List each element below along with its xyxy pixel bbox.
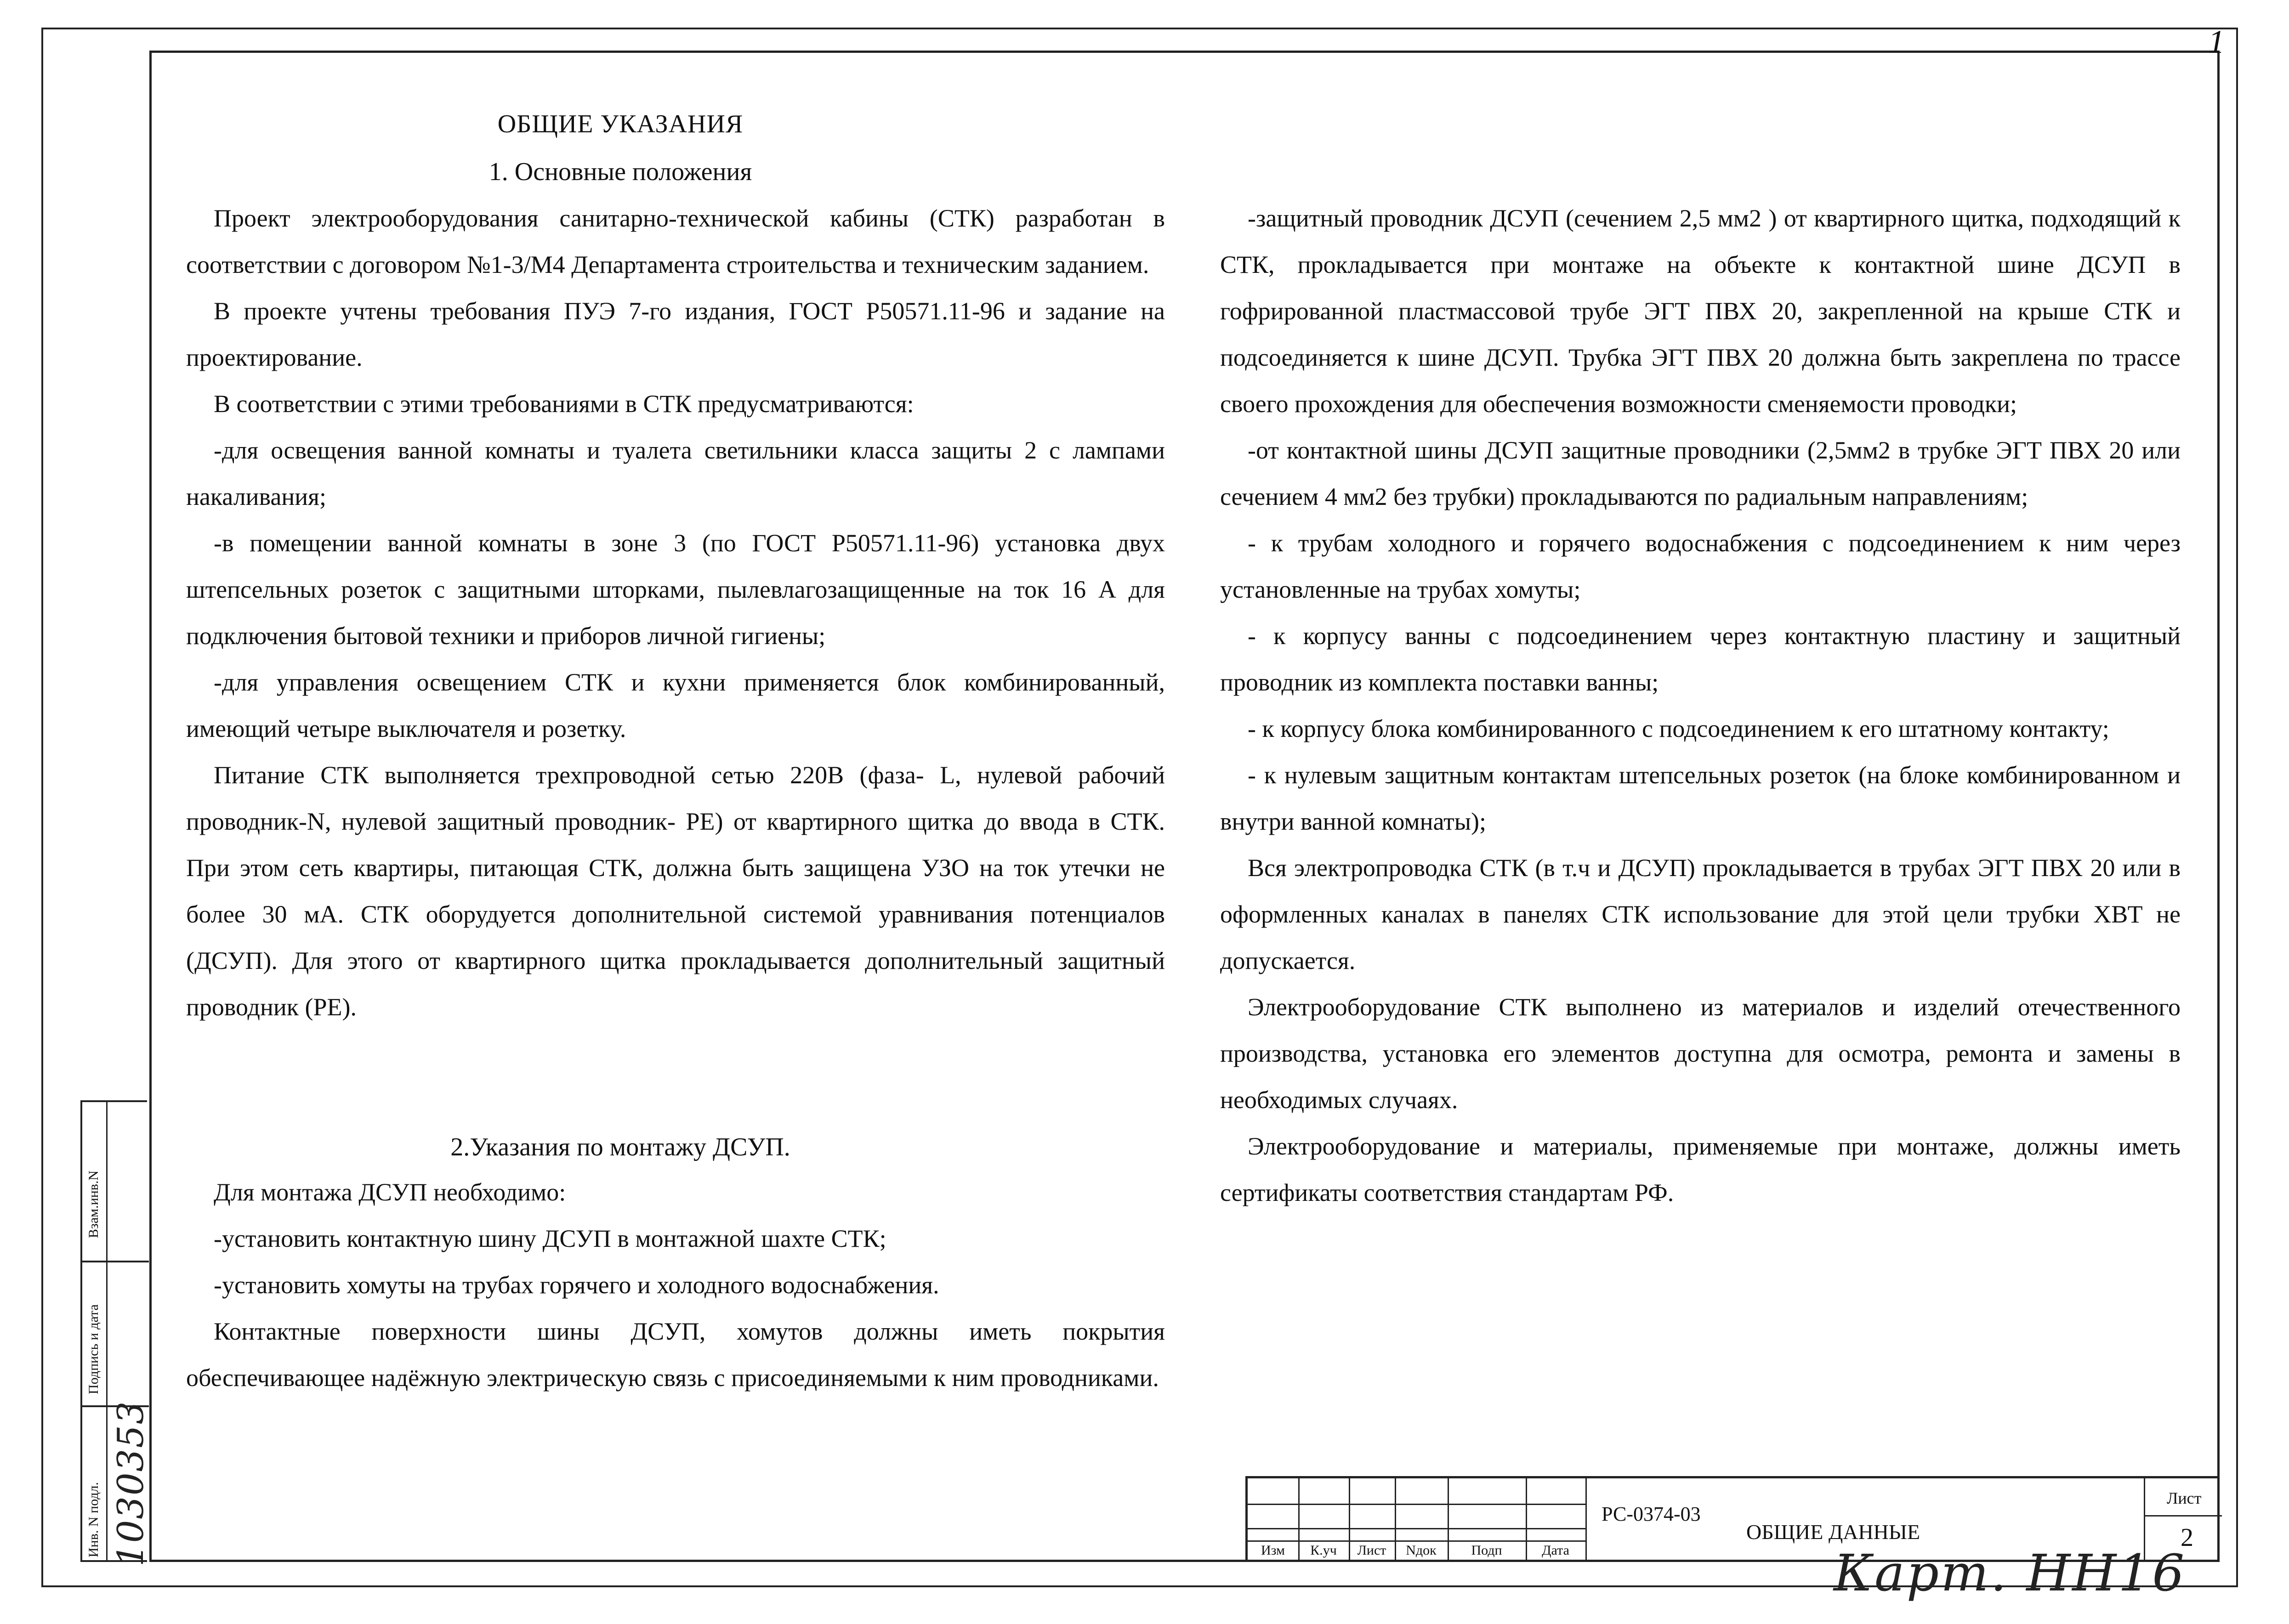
paragraph: В соответствии с этими требованиями в СТК предусматриваются: (214, 390, 914, 418)
paragraph: Электрооборудование СТК выполнено из материалов и изделий отечественного производства, установка его элементов доступна для осмотра, ремонта и замены в необходимых случаях. (1220, 993, 2181, 1114)
section-1-title: 1. Основные положения (488, 158, 752, 186)
paragraph: В проекте учтены требования ПУЭ 7-го издания, ГОСТ Р50571.11-96 и задание на проектирование. (186, 297, 1165, 371)
left-column (186, 195, 1165, 1030)
paragraph: - к корпусу блока комбинированного с подсоединением к его штатному контакту; (1248, 715, 2109, 742)
tb-col-change: Изм (1261, 1543, 1285, 1558)
paragraph: - к корпусу ванны с подсоединением через контактную пластину и защитный проводник из комплекта поставки ванны; (1220, 622, 2181, 696)
section-2-body (186, 1169, 1165, 1401)
paragraph: Электрооборудование и материалы, применяемые при монтаже, должны иметь сертификаты соответствия стандартам РФ. (1220, 1132, 2181, 1206)
tb-divider (2144, 1515, 2222, 1516)
document-title: ОБЩИЕ ДАННЫЕ (1746, 1520, 1920, 1544)
stamp-divider (82, 1261, 149, 1262)
corner-sheet-mark: 1 (2208, 23, 2225, 60)
paragraph: -для управления освещением СТК и кухни применяется блок комбинированный, имеющий четыре выключателя и розетку. (186, 668, 1165, 742)
paragraph: -защитный проводник ДСУП (сечением 2,5 мм2 ) от квартирного щитка, подходящий к СТК, прокладывается при монтаже на объекте к контактной шине ДСУП в гофрированной пластмассовой трубе ЭГТ ПВХ 20, закрепленной на крыше СТК и подсоединяется к шине ДСУП. Трубка ЭГТ ПВХ 20 должна быть закреплена по трассе своего прохождения для обеспечения возможности сменяемости проводки; (1220, 204, 2181, 418)
paragraph: Вся электропроводка СТК (в т.ч и ДСУП) прокладывается в трубах ЭГТ ПВХ 20 или в оформленных каналах в панелях СТК использование для этой цели трубки ХВТ не допускается. (1220, 854, 2181, 974)
paragraph: Для монтажа ДСУП необходимо: (214, 1178, 566, 1206)
paragraph: Проект электрооборудования санитарно-технической кабины (СТК) разработан в соответствии с договором №1-3/М4 Департамента строительства и техническим заданием. (186, 204, 1165, 278)
paragraph: Контактные поверхности шины ДСУП, хомутов должны иметь покрытия обеспечивающее надёжную электрическую связь с присоединяемыми к ним проводниками. (186, 1318, 1165, 1392)
stamp-divider (106, 1102, 108, 1560)
document-heading: ОБЩИЕ УКАЗАНИЯ (497, 110, 744, 138)
stamp-label-replaced-inv: Взам.инв.N (86, 1170, 101, 1238)
paragraph: - к трубам холодного и горячего водоснабжения с подсоединением к ним через установленные на трубах хомуты; (1220, 529, 2181, 603)
tb-col-doc: Nдок (1406, 1543, 1437, 1558)
document-code: РС-0374-03 (1602, 1503, 1701, 1525)
handwritten-archive-number: Карт. НН16 (1834, 1544, 2187, 1602)
stamp-label-signature-date: Подпись и дата (86, 1304, 101, 1394)
tb-divider (1248, 1528, 1585, 1529)
paragraph: -для освещения ванной комнаты и туалета светильники класса защиты 2 с лампами накаливания; (186, 436, 1165, 510)
right-column (1220, 195, 2181, 1216)
tb-divider (1248, 1540, 1585, 1542)
tb-col-signature: Подп (1471, 1543, 1502, 1558)
tb-col-sheet: Лист (1357, 1543, 1386, 1558)
paragraph: Питание СТК выполняется трехпроводной сетью 220В (фаза- L, нулевой рабочий проводник-N, нулевой защитный проводник- PE) от квартирного щитка до ввода в СТК. При этом сеть квартиры, питающая СТК, должна быть защищена УЗО на ток утечки не более 30 мА. СТК оборудуется дополнительной системой уравнивания потенциалов (ДСУП). Для этого от квартирного щитка прокладывается дополнительный защитный проводник (РЕ). (186, 761, 1165, 1021)
paragraph: -в помещении ванной комнаты в зоне 3 (по ГОСТ Р50571.11-96) установка двух штепсельных розеток с защитными шторками, пылевлагозащищенные на ток 16 А для подключения бытовой техники и приборов личной гигиены; (186, 529, 1165, 650)
sheet-label: Лист (2167, 1489, 2202, 1507)
section-2-title: 2.Указания по монтажу ДСУП. (450, 1133, 790, 1161)
inventory-number: 1030353 (110, 1400, 152, 1567)
tb-divider (1248, 1504, 1585, 1505)
tb-col-date: Дата (1542, 1543, 1569, 1558)
tb-divider (1585, 1478, 1587, 1562)
paragraph: - к нулевым защитным контактам штепсельных розеток (на блоке комбинированном и внутри ванной комнаты); (1220, 761, 2181, 835)
tb-col-count: К.уч (1310, 1543, 1337, 1558)
paragraph: -установить хомуты на трубах горячего и холодного водоснабжения. (214, 1271, 939, 1299)
paragraph: -установить контактную шину ДСУП в монтажной шахте СТК; (214, 1225, 886, 1252)
stamp-label-original-inv: Инв. N подл. (86, 1482, 101, 1557)
sheet-number: 2 (2181, 1523, 2193, 1552)
paragraph: -от контактной шины ДСУП защитные проводники (2,5мм2 в трубке ЭГТ ПВХ 20 или сечением 4 мм2 без трубки) прокладываются по радиальным направлениям; (1220, 436, 2181, 510)
